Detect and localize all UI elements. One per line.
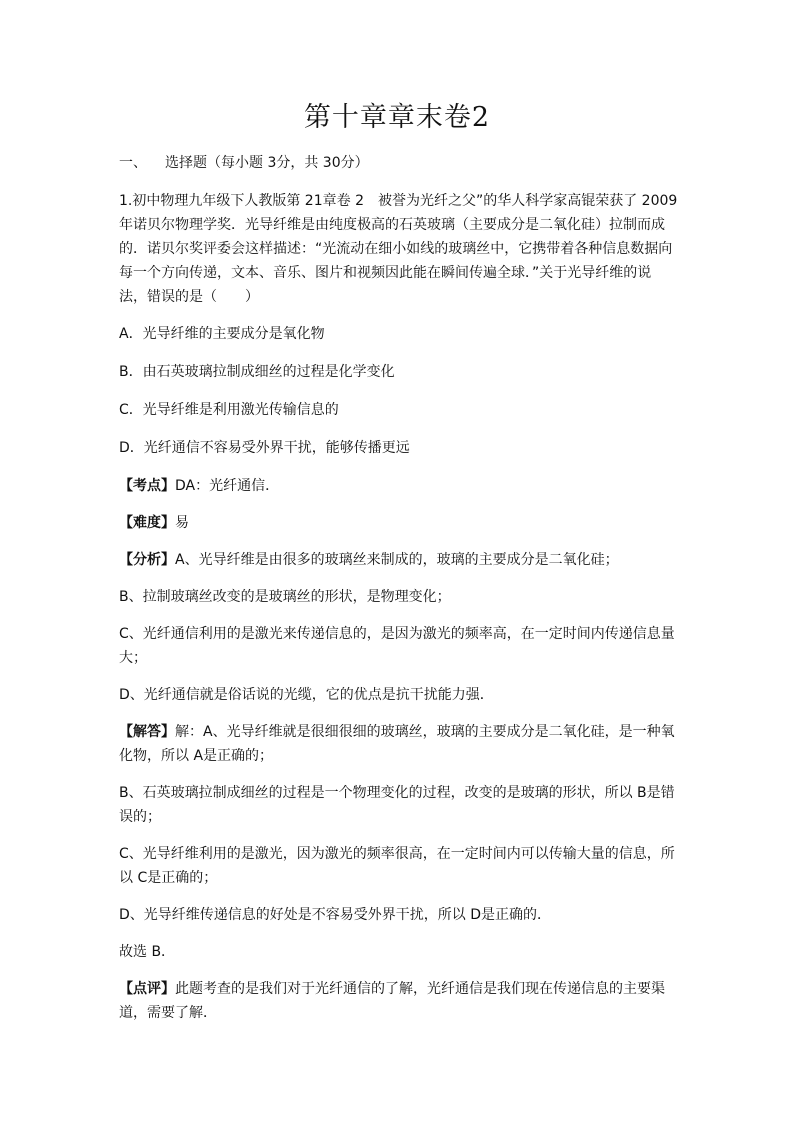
kaodian-line	[119, 474, 679, 498]
nandu-text: 易	[175, 515, 189, 531]
jieda-text-a: 解：A、光导纤维就是很细很细的玻璃丝，玻璃的主要成分是二氧化硅，是一种氧化物，所以 A是正确的；	[119, 724, 675, 764]
kaodian-label: 【考点】	[119, 478, 175, 494]
option-b: B．由石英玻璃拉制成细丝的过程是化学变化	[119, 364, 395, 380]
nandu-line	[119, 511, 679, 535]
fenxi-line-a	[119, 548, 679, 572]
fenxi-text-a: A、光导纤维是由很多的玻璃丝来制成的，玻璃的主要成分是二氧化硅；	[175, 552, 619, 568]
fenxi-label: 【分析】	[119, 552, 175, 568]
fenxi-line-b: B、拉制玻璃丝改变的是玻璃丝的形状，是物理变化；	[119, 589, 451, 605]
jieda-line-b: B、石英玻璃拉制成细丝的过程是一个物理变化的过程，改变的是玻璃的形状，所以 B是错误的；	[119, 785, 675, 825]
option-a: A．光导纤维的主要成分是氧化物	[119, 326, 325, 342]
dianping-label: 【点评】	[119, 981, 175, 997]
document-content	[119, 151, 679, 1038]
option-d: D．光纤通信不容易受外界干扰，能够传播更远	[119, 440, 410, 456]
fenxi-line-d: D、光纤通信就是俗话说的光缆，它的优点是抗干扰能力强．	[119, 687, 494, 703]
jieda-line-c: C、光导纤维利用的是激光，因为激光的频率很高，在一定时间内可以传输大量的信息，所以 C是正确的；	[119, 846, 675, 886]
nandu-label: 【难度】	[119, 515, 175, 531]
jieda-line-a	[119, 720, 679, 768]
answer-line: 故选 B．	[119, 944, 176, 960]
dianping-text: 此题考查的是我们对于光纤通信的了解，光纤通信是我们现在传递信息的主要渠道，需要了解．	[119, 981, 665, 1021]
jieda-line-d: D、光导纤维传递信息的好处是不容易受外界干扰，所以 D是正确的．	[119, 907, 552, 923]
jieda-label: 【解答】	[119, 724, 175, 740]
question-stem: 1.初中物理九年级下人教版第 21章卷 2 被誉为光纤之父”的华人科学家高锟荣获了 2009年诺贝尔物理学奖．光导纤维是由纯度极高的石英玻璃（主要成分是二氧化硅）拉制而成的．诺贝尔奖评委会这样描述：“光流动在细小如线的玻璃丝中，它携带着各种信息数据向每一个方向传递，文本、音乐、图片和视频因此能在瞬间传遍全球．”关于光导纤维的说法，错误的是（ ）	[119, 193, 678, 305]
page-title: 第十章章末卷2	[303, 102, 491, 133]
fenxi-line-c: C、光纤通信利用的是激光来传递信息的，是因为激光的频率高，在一定时间内传递信息量大；	[119, 626, 675, 666]
option-c: C．光导纤维是利用激光传输信息的	[119, 402, 339, 418]
section-number: 一、	[119, 155, 147, 171]
kaodian-text: DA：光纤通信．	[175, 478, 280, 494]
section-heading	[119, 151, 679, 175]
dianping-line	[119, 977, 679, 1025]
section-text: 选择题（每小题 3分，共 30分）	[165, 155, 369, 171]
